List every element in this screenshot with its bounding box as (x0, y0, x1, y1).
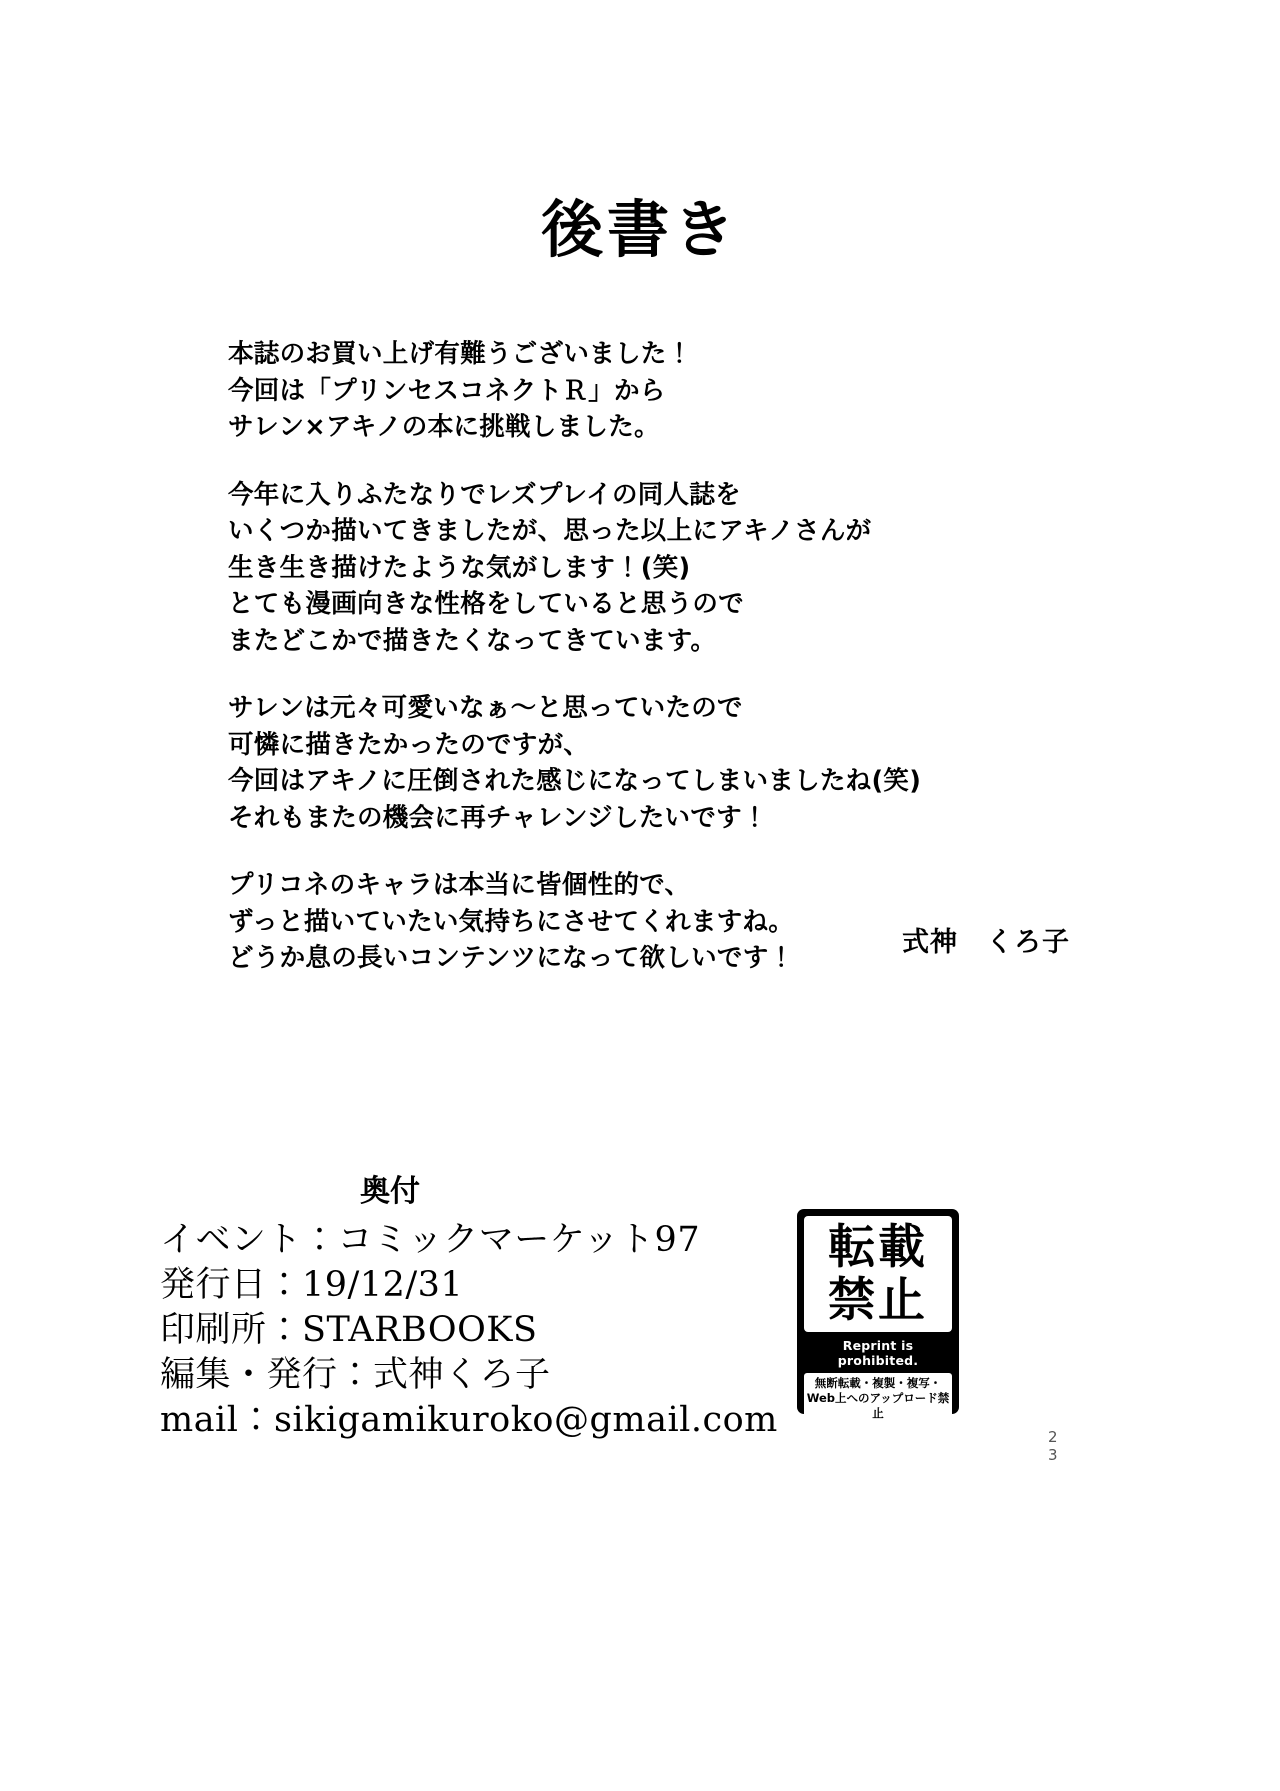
afterword-line: 可憐に描きたかったのですが、 (228, 729, 590, 760)
author-signature: 式神 くろ子 (902, 927, 1070, 958)
afterword-line: とても漫画向きな性格をしていると思うので (228, 589, 745, 619)
afterword-line: 今回はアキノに圧倒された感じになってしまいましたね(笑) (228, 766, 922, 796)
stamp-note-line-1: 無断転載・複製・複写・ (814, 1376, 942, 1390)
afterword-line: 今回は「プリンセスコネクトＲ」から (228, 375, 666, 406)
stamp-note-block (804, 1373, 952, 1425)
afterword-line: 今年に入りふたなりでレズプレイの同人誌を (228, 479, 741, 510)
colophon-heading: 奥付 (360, 1174, 420, 1209)
afterword-line: それもまたの機会に再チャレンジしたいです！ (228, 802, 768, 833)
afterword-line: ずっと描いていたい気持ちにさせてくれますね。 (228, 906, 795, 937)
reprint-prohibited-stamp-icon (797, 1209, 959, 1420)
afterword-line: サレンは元々可愛いなぁ～と思っていたので (228, 693, 743, 723)
stamp-kanji-line-2: 禁止 (828, 1273, 928, 1328)
page-number-digit-2: 3 (1048, 1446, 1058, 1464)
afterword-body (228, 336, 1068, 1008)
colophon-row-date: 発行日：19/12/31 (160, 1265, 464, 1305)
afterword-line: またどこかで描きたくなってきています。 (228, 625, 717, 656)
afterword-line: 生き生き描けたような気がします！(笑) (228, 552, 691, 583)
afterword-line: サレン×アキノの本に挑戦しました。 (228, 412, 660, 442)
page-number-digit-1: 2 (1048, 1428, 1058, 1446)
afterword-paragraph (228, 690, 1068, 836)
afterword-paragraph (228, 336, 1068, 446)
afterword-line: どうか息の長いコンテンツになって欲しいです！ (228, 943, 795, 973)
colophon-row-mail: mail：sikigamikuroko@gmail.com (160, 1400, 778, 1440)
afterword-line: いくつか描いてきましたが、思った以上にアキノさんが (228, 516, 872, 546)
afterword-heading: 後書き (540, 193, 739, 266)
colophon-details (160, 1218, 778, 1443)
afterword-paragraph (228, 477, 1068, 660)
colophon-row-event: イベント：コミックマーケット97 (160, 1220, 701, 1260)
stamp-english-text: Reprint is prohibited. (837, 1338, 919, 1368)
page-number (1048, 1428, 1078, 1464)
afterword-line: 本誌のお買い上げ有難うございました！ (228, 339, 693, 369)
stamp-kanji-line-1: 転載 (828, 1220, 928, 1275)
stamp-kanji-block (804, 1216, 952, 1332)
colophon-row-printer: 印刷所：STARBOOKS (160, 1310, 538, 1350)
stamp-note-line-2: Web上へのアップロード禁止 (806, 1391, 950, 1420)
afterword-line: プリコネのキャラは本当に皆個性的で、 (228, 870, 691, 900)
colophon-row-publisher: 編集・発行：式神くろ子 (160, 1355, 551, 1395)
